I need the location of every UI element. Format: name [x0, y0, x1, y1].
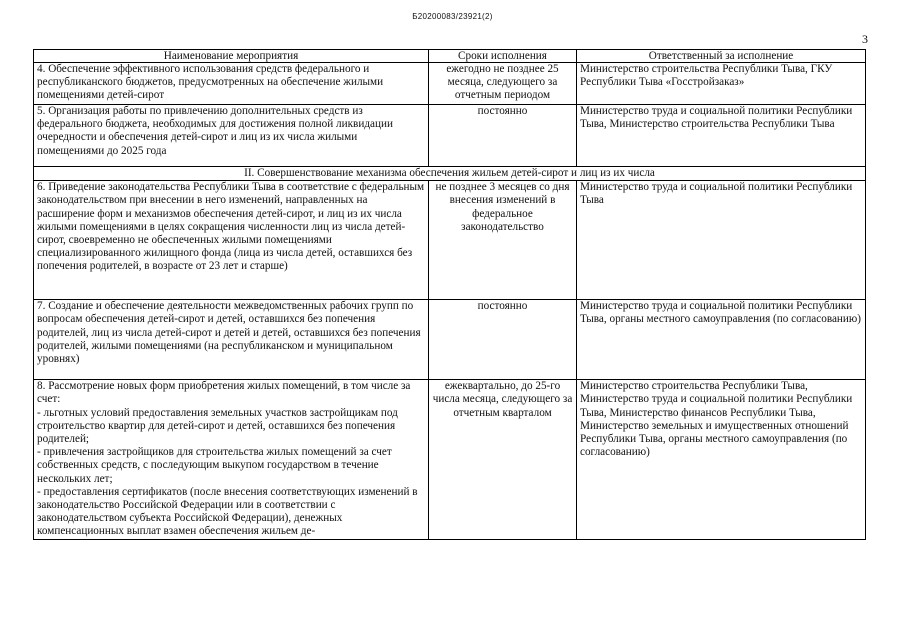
- row-7-name: 7. Создание и обеспечение деятельности межведомственных рабочих групп по вопросам обеспечения детей-сирот и детей, оставшихся без попечения родителей, лиц из числа детей-сирот и детей и детей, оставшихся без попечения родителей, жилыми помещениями (на республиканском и муниципальном уровнях): [34, 300, 429, 380]
- row-8-deadline: ежеквартально, до 25-го числа месяца, следующего за отчетным кварталом: [429, 380, 577, 539]
- header-name: Наименование мероприятия: [34, 50, 429, 63]
- row-5-deadline: постоянно: [429, 105, 577, 167]
- section-row: [34, 167, 866, 181]
- row-7-deadline: постоянно: [429, 300, 577, 380]
- row-8-responsible: Министерство строительства Республики Тыва, Министерство труда и социальной политики Республики Тыва, Министерство финансов Республики Тыва, Министерство земельных и имущественных отношений Республики Тыва, органы местного самоуправления (по согласованию): [577, 380, 866, 539]
- table-row: [34, 181, 866, 300]
- row-7-responsible: Министерство труда и социальной политики Республики Тыва, органы местного самоуправления (по согласованию): [577, 300, 866, 380]
- table-row: [34, 63, 866, 105]
- row-6-name: 6. Приведение законодательства Республики Тыва в соответствие с федеральным законодательством при внесении в него изменений, направленных на расширение форм и механизмов обеспечения детей-сирот, и лиц из их числа жилыми помещениями в целях сокращения численности лиц из числа детей-сирот, своевременно не обеспеченных жилыми помещениями специализированного жилищного фонда (лица из числа детей, оставшихся без попечения родителей, в возрасте от 23 лет и старше): [34, 181, 429, 300]
- row-4-responsible: Министерство строительства Республики Тыва, ГКУ Республики Тыва «Госстройзаказ»: [577, 63, 866, 105]
- row-6-responsible: Министерство труда и социальной политики Республики Тыва: [577, 181, 866, 300]
- measures-table: [33, 49, 866, 540]
- row-8-name: 8. Рассмотрение новых форм приобретения жилых помещений, в том числе за счет: - льготных условий предоставления земельных участков застройщикам под строительство квартир для детей-сирот и детей, оставшихся без попечения родителей; - привлечения застройщиков для строительства жилых помещений за счет собственных средств, с последующим выкупом государством в течение нескольких лет; - предоставления сертификатов (после внесения соответствующих изменений в законодательство Российской Федерации или в соответствии с законодательством субъекта Российской Федерации), денежных компенсационных выплат взамен обеспечения жильем де-: [34, 380, 429, 539]
- header-responsible: Ответственный за исполнение: [577, 50, 866, 63]
- table-row: [34, 380, 866, 539]
- section-title: II. Совершенствование механизма обеспечения жильем детей-сирот и лиц из их числа: [34, 167, 866, 181]
- row-5-name: 5. Организация работы по привлечению дополнительных средств из федерального бюджета, необходимых для достижения полной ликвидации очередности и обеспечения детей-сирот и лиц из их числа жилыми помещениями до 2025 года: [34, 105, 429, 167]
- header-deadline: Сроки исполнения: [429, 50, 577, 63]
- row-5-responsible: Министерство труда и социальной политики Республики Тыва, Министерство строительства Республики Тыва: [577, 105, 866, 167]
- table-row: [34, 105, 866, 167]
- row-4-name: 4. Обеспечение эффективного использования средств федерального и республиканского бюджетов, предусмотренных на обеспечение жилыми помещениями детей-сирот: [34, 63, 429, 105]
- row-4-deadline: ежегодно не позднее 25 месяца, следующего за отчетным периодом: [429, 63, 577, 105]
- row-6-deadline: не позднее 3 месяцев со дня внесения изменений в федеральное законодательство: [429, 181, 577, 300]
- page-number: 3: [862, 32, 868, 46]
- document-id: Б20200083/23921(2): [412, 12, 493, 21]
- table-header-row: [34, 50, 866, 63]
- table-row: [34, 300, 866, 380]
